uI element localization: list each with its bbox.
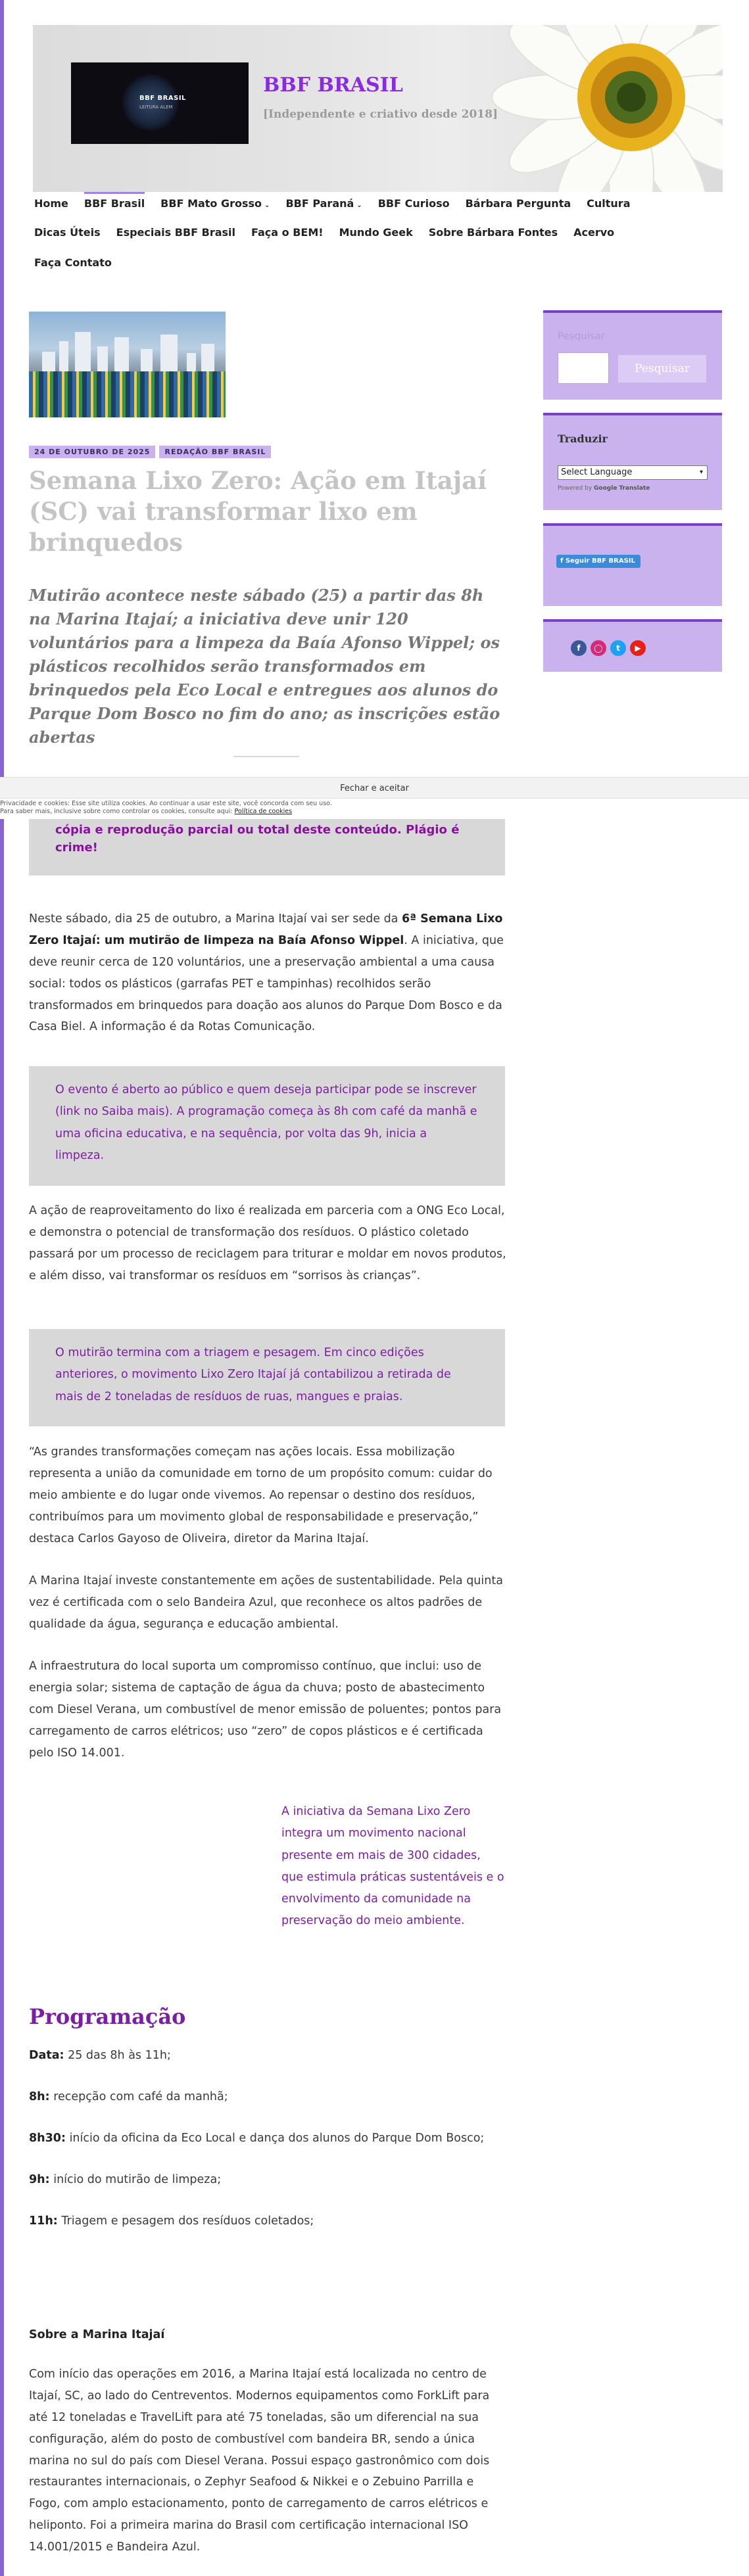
post-author-badge[interactable]: REDAÇÃO BBF BRASIL: [159, 446, 271, 458]
site-title[interactable]: BBF BRASIL: [263, 74, 403, 97]
logo-text: BBF BRASIL: [139, 95, 186, 102]
sobre-paragraph: Com início das operações em 2016, a Marina Itajaí está localizada no centro de Itajaí, SC, ao lado do Centreventos. Modernos equipamentos como ForkLift para até 12 toneladas e TravelLift para até 75 toneladas, são um diferencial na sua configuração, além do posto de combustível com bandeira BR, sendo a única marina no sul do país com Diesel Verana. Possui espaço gastronômico com dois restaurantes internacionais, o Zephyr Seafood & Nikkei e o Zebuino Parrilla e Fogo, com amplo estacionamento, ponto de carregamento de carros elétricos e heliponto. Foi a primeira marina do Brasil com certificação internacional ISO 14.001/2015 e Bandeira Azul.: [29, 2368, 490, 2554]
youtube-icon[interactable]: ▶: [630, 640, 646, 656]
twitter-icon[interactable]: t: [610, 640, 626, 656]
search-label: Pesquisar: [558, 330, 605, 342]
site-logo[interactable]: [71, 62, 249, 144]
language-select[interactable]: Select Language ▾: [558, 465, 708, 480]
nav-item-bbf-parana[interactable]: BBF Paraná ⌄: [285, 197, 362, 210]
quote-text-2: O mutirão termina com a triagem e pesagem. Em cinco edições anteriores, o movimento Lixo Zero Itajaí já contabilizou a retirada de mais de 2 toneladas de resíduos de ruas, mangues e praias.: [55, 1346, 451, 1403]
cookie-policy-link[interactable]: Política de cookies: [234, 808, 293, 816]
schedule-item: 8h30: início da oficina da Eco Local e dança dos alunos do Parque Dom Bosco;: [29, 2132, 485, 2145]
separator: [233, 756, 299, 757]
translate-widget: [543, 413, 722, 510]
post-meta: [29, 446, 271, 458]
nav-item-especiais[interactable]: Especiais BBF Brasil: [116, 226, 236, 239]
cookie-line-2: Para saber mais, inclusive sobre como controlar os cookies, consulte aqui: Política de cookies: [0, 808, 293, 816]
paragraph-4: A Marina Itajaí investe constantemente em ações de sustentabilidade. Pela quinta vez é certificada com o selo Bandeira Azul, que reconhece os altos padrões de qualidade da água, segurança e educação ambiental.: [29, 1574, 503, 1631]
nav-item-faca-contato[interactable]: Faça Contato: [34, 256, 112, 269]
translate-title: Traduzir: [558, 433, 608, 445]
facebook-icon: f: [560, 557, 564, 565]
chevron-down-icon: ▾: [699, 469, 703, 476]
nav-item-home[interactable]: Home: [34, 197, 68, 210]
paragraph-3: “As grandes transformações começam nas ações locais. Essa mobilização representa a união da comunidade em torno de um propósito comum: cuidar do meio ambiente e do lugar onde vivemos. Ao repensar o destino dos resíduos, contribuímos para um movimento global de responsabilidade e preservação,” destaca Carlos Gayoso de Oliveira, diretor da Marina Itajaí.: [29, 1445, 493, 1545]
chevron-down-icon: ⌄: [356, 202, 362, 209]
nav-item-sobre-barbara[interactable]: Sobre Bárbara Fontes: [428, 226, 558, 239]
translate-link[interactable]: Translate: [619, 485, 650, 492]
post-title: Semana Lixo Zero: Ação em Itajaí (SC) vai transformar lixo em brinquedos: [29, 466, 487, 557]
instagram-icon[interactable]: ◯: [591, 640, 606, 656]
paragraph-1: Neste sábado, dia 25 de outubro, a Marina Itajaí vai ser sede da 6ª Semana Lixo Zero Itajaí: um mutirão de limpeza na Baía Afonso Wippel. A iniciativa, que deve reunir cerca de 120 voluntários, une a preservação ambiental a uma causa social: todos os plásticos (garrafas PET e tampinhas) recolhidos serão transformados em brinquedos para doação aos alunos do Parque Dom Bosco e da Casa Biel. A informação é da Rotas Comunicação.: [29, 912, 504, 1034]
facebook-widget: [543, 523, 722, 606]
quote-text-1: O evento é aberto ao público e quem deseja participar pode se inscrever (link no Saiba mais). A programação começa às 8h com café da manhã e uma oficina educativa, e na sequência, por volta das 9h, inicia a limpeza.: [55, 1083, 477, 1162]
cookie-notice: [0, 799, 749, 819]
schedule-item: 8h: recepção com café da manhã;: [29, 2090, 228, 2103]
copy-notice-box: [29, 812, 505, 876]
daisy-header-image: [467, 25, 723, 192]
post-date-badge[interactable]: 24 DE OUTUBRO DE 2025: [29, 446, 155, 458]
chevron-down-icon: ⌄: [264, 202, 270, 209]
cookie-accept-button[interactable]: Fechar e aceitar: [0, 777, 749, 799]
copy-notice-text: cópia e reprodução parcial ou total deste conteúdo. Plágio é crime!: [55, 823, 460, 855]
featured-image: [29, 312, 226, 417]
search-widget: [543, 310, 722, 400]
programacao-heading: Programação: [29, 2004, 186, 2029]
schedule-item: Data: 25 das 8h às 11h;: [29, 2049, 171, 2062]
paragraph-5: A infraestrutura do local suporta um compromisso contínuo, que inclui: uso de energia solar; sistema de captação de água da chuva; posto de abastecimento com Diesel Verana, um combustível de menor emissão de poluentes; pontos para carregamento de carros elétricos; uso “zero” de copos plásticos e é certificada pelo ISO 14.001.: [29, 1660, 502, 1760]
schedule-item: 9h: início do mutirão de limpeza;: [29, 2173, 222, 2186]
pull-quote: A iniciativa da Semana Lixo Zero integra um movimento nacional presente em mais de 300 cidades, que estimula práticas sustentáveis e o envolvimento da comunidade na preservação do meio ambiente.: [281, 1805, 504, 1928]
nav-item-bbf-brasil[interactable]: BBF Brasil: [76, 191, 153, 216]
social-widget: [543, 619, 722, 672]
globe-logo-icon: [122, 74, 179, 131]
search-input[interactable]: [558, 352, 609, 384]
nav-row-2: [26, 220, 622, 245]
nav-item-faca-o-bem[interactable]: Faça o BEM!: [251, 226, 324, 239]
left-accent-bar: [0, 0, 4, 2576]
powered-by-google: Powered by Google Translate: [558, 485, 650, 492]
nav-item-dicas-uteis[interactable]: Dicas Úteis: [34, 226, 101, 239]
schedule-item: 11h: Triagem e pesagem dos resíduos coletados;: [29, 2214, 314, 2228]
quote-box-2: [29, 1329, 505, 1426]
site-tagline: [Independente e criativo desde 2018]: [263, 108, 498, 121]
nav-row-1: [26, 191, 638, 216]
facebook-follow-button[interactable]: f Seguir BBF BRASIL: [556, 555, 640, 568]
post-lead: Mutirão acontece neste sábado (25) a partir das 8h na Marina Itajaí; a iniciativa deve unir 120 voluntários para a limpeza da Baía Afonso Wippel; os plásticos recolhidos serão transformados em brinquedos pela Eco Local e entregues aos alunos do Parque Dom Bosco no fim do ano; as inscrições estão abertas: [29, 586, 500, 747]
nav-item-bbf-mato-grosso[interactable]: BBF Mato Grosso ⌄: [160, 197, 270, 210]
logo-subtext: LEITURA ALEM: [139, 105, 173, 110]
nav-item-bbf-curioso[interactable]: BBF Curioso: [377, 197, 450, 210]
search-button[interactable]: Pesquisar: [618, 355, 706, 383]
quote-box-1: [29, 1066, 505, 1186]
sobre-heading: Sobre a Marina Itajaí: [29, 2328, 165, 2341]
nav-item-mundo-geek[interactable]: Mundo Geek: [339, 226, 413, 239]
nav-item-cultura[interactable]: Cultura: [587, 197, 631, 210]
paragraph-2: A ação de reaproveitamento do lixo é realizada em parceria com a ONG Eco Local, e demonstra o potencial de transformação dos resíduos. O plástico coletado passará por um processo de reciclagem para triturar e moldar em novos produtos, e além disso, vai transformar os resíduos em “sorrisos às crianças”.: [29, 1204, 506, 1282]
nav-item-barbara-pergunta[interactable]: Bárbara Pergunta: [465, 197, 571, 210]
facebook-icon[interactable]: f: [571, 640, 587, 656]
nav-item-acervo[interactable]: Acervo: [573, 226, 615, 239]
site-header: [33, 25, 723, 192]
cookie-line-1: Privacidade e cookies: Esse site utiliza cookies. Ao continuar a usar este site, você concorda com seu uso.: [0, 800, 332, 807]
nav-row-3: [26, 250, 120, 275]
